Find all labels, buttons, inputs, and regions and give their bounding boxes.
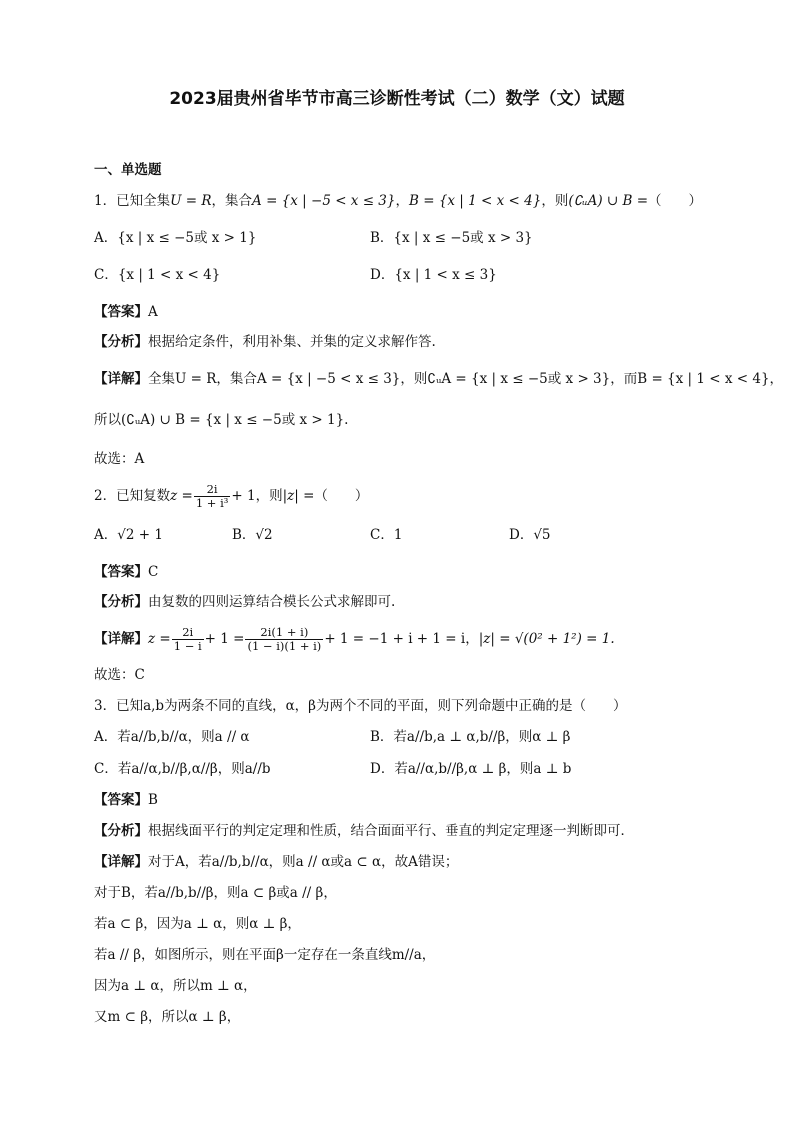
- q1-stem-text: =（ ）: [632, 193, 703, 209]
- answer-tag: 【答案】: [94, 304, 148, 320]
- answer-tag: 【答案】: [94, 792, 148, 808]
- q3-option-d: D．若a//α,b//β,α ⊥ β，则a ⊥ b: [370, 761, 572, 777]
- q3-option-b: B．若a//b,a ⊥ α,b//β，则α ⊥ β: [370, 729, 571, 745]
- q2-detail-fraction-1: [172, 626, 204, 653]
- detail-tag: 【详解】: [94, 631, 148, 647]
- q2-detail-modulus: |z| = √(0² + 1²) = 1.: [478, 631, 615, 647]
- detail-tag: 【详解】: [94, 854, 148, 870]
- analysis-tag: 【分析】: [94, 594, 148, 610]
- page-title: 2023届贵州省毕节市高三诊断性考试（二）数学（文）试题: [169, 89, 625, 109]
- q3-option-a: A．若a//b,b//α，则a // α: [94, 729, 250, 745]
- q2-detail: [94, 620, 615, 658]
- q1-option-c: C．{x | 1 < x < 4}: [94, 267, 221, 283]
- q2-fraction-numerator: 2i: [194, 483, 231, 497]
- q1-option-d: D．{x | 1 < x ≤ 3}: [370, 267, 497, 283]
- q2-answer-value: C: [148, 564, 159, 580]
- q1-stem-text: ，则: [541, 193, 569, 209]
- q1-set-a: A = {x | −5 < x ≤ 3}: [252, 193, 396, 209]
- q2-stem-text: ，则: [255, 488, 283, 504]
- q3-answer: [94, 791, 158, 809]
- section-heading: 一、单选题: [94, 162, 162, 178]
- q1-expression: (∁ᵤA) ∪ B: [568, 193, 633, 209]
- q3-detail-line: 对于B，若a//b,b//β，则a ⊂ β或a // β，: [94, 885, 337, 901]
- analysis-tag: 【分析】: [94, 823, 148, 839]
- q1-detail: [94, 370, 783, 388]
- q2-option-a: A．√2 + 1: [94, 527, 163, 543]
- q2-detail-rest: + 1 = −1 + i + 1 = i，: [324, 631, 479, 647]
- detail-tag: 【详解】: [94, 371, 148, 387]
- q3-detail-text: 对于A，若a//b,b//α，则a // α或a ⊂ α，故A错误；: [148, 854, 459, 870]
- q2-analysis: [94, 593, 395, 611]
- q2-analysis-text: 由复数的四则运算结合模长公式求解即可.: [148, 594, 396, 610]
- q2-detail-fraction-1-denominator: 1 − i: [173, 639, 202, 653]
- q3-analysis: [94, 822, 634, 840]
- q2-detail-fraction-2-denominator: (1 − i)(1 + i): [247, 639, 322, 653]
- q1-analysis-text: 根据给定条件，利用补集、并集的定义求解作答.: [148, 334, 436, 350]
- q2-conclusion: 故选：C: [94, 667, 145, 683]
- q3-detail-line: 若a ⊂ β，因为a ⊥ α，则α ⊥ β，: [94, 916, 301, 932]
- q2-option-c: C．1: [370, 527, 403, 543]
- q2-stem: [94, 478, 368, 514]
- q1-set-b: B = {x | 1 < x < 4}: [409, 193, 542, 209]
- q3-detail-line: 因为a ⊥ α，所以m ⊥ α，: [94, 978, 257, 994]
- q1-universal-set: U = R: [170, 193, 212, 209]
- q2-stem-text: =（ ）: [298, 488, 369, 504]
- q2-modulus: |z|: [282, 488, 299, 504]
- q1-analysis: [94, 333, 436, 351]
- q2-plus: + 1: [231, 488, 256, 504]
- q1-detail-text: 全集U = R，集合A = {x | −5 < x ≤ 3}，则∁ᵤA = {x | x ≤ −5或 x > 3}，而B = {x | 1 < x < 4}，: [148, 371, 784, 387]
- q2-fraction: [194, 483, 231, 510]
- answer-tag: 【答案】: [94, 564, 148, 580]
- q1-answer: [94, 303, 158, 321]
- q1-detail-line2: 所以(∁ᵤA) ∪ B = {x | x ≤ −5或 x > 1}.: [94, 412, 349, 428]
- q2-detail-fraction-1-numerator: 2i: [172, 626, 204, 640]
- q1-option-a: A．{x | x ≤ −5或 x > 1}: [94, 230, 257, 246]
- q2-detail-plus: + 1 =: [204, 631, 245, 647]
- q3-detail-line: 又m ⊂ β，所以α ⊥ β，: [94, 1009, 241, 1025]
- q2-answer: [94, 563, 158, 581]
- q2-detail-fraction-2-numerator: 2i(1 + i): [245, 626, 323, 640]
- q1-stem-text: ，: [395, 193, 409, 209]
- q3-option-c: C．若a//α,b//β,α//β，则a//b: [94, 761, 271, 777]
- q1-answer-value: A: [148, 304, 158, 320]
- q2-z: z =: [170, 488, 193, 504]
- q3-detail: [94, 853, 458, 871]
- q2-option-d: D．√5: [509, 527, 551, 543]
- q1-stem-text: 1．已知全集: [94, 193, 171, 209]
- q2-detail-fraction-2: [245, 626, 323, 653]
- q2-option-b: B．√2: [232, 527, 273, 543]
- q3-analysis-text: 根据线面平行的判定定理和性质，结合面面平行、垂直的判定定理逐一判断即可．: [148, 823, 634, 839]
- q2-detail-z: z =: [148, 631, 171, 647]
- q3-answer-value: B: [148, 792, 158, 808]
- q1-stem: [94, 192, 702, 210]
- q1-conclusion: 故选：A: [94, 451, 145, 467]
- q1-option-b: B．{x | x ≤ −5或 x > 3}: [370, 230, 533, 246]
- q3-detail-line: 若a // β，如图所示，则在平面β一定存在一条直线m//a，: [94, 947, 436, 963]
- q3-stem: 3．已知a,b为两条不同的直线，α，β为两个不同的平面，则下列命题中正确的是（ ）: [94, 698, 627, 714]
- q2-fraction-denominator: 1 + i³: [195, 496, 229, 510]
- q1-stem-text: ，集合: [211, 193, 253, 209]
- analysis-tag: 【分析】: [94, 334, 148, 350]
- q2-stem-text: 2．已知复数: [94, 488, 171, 504]
